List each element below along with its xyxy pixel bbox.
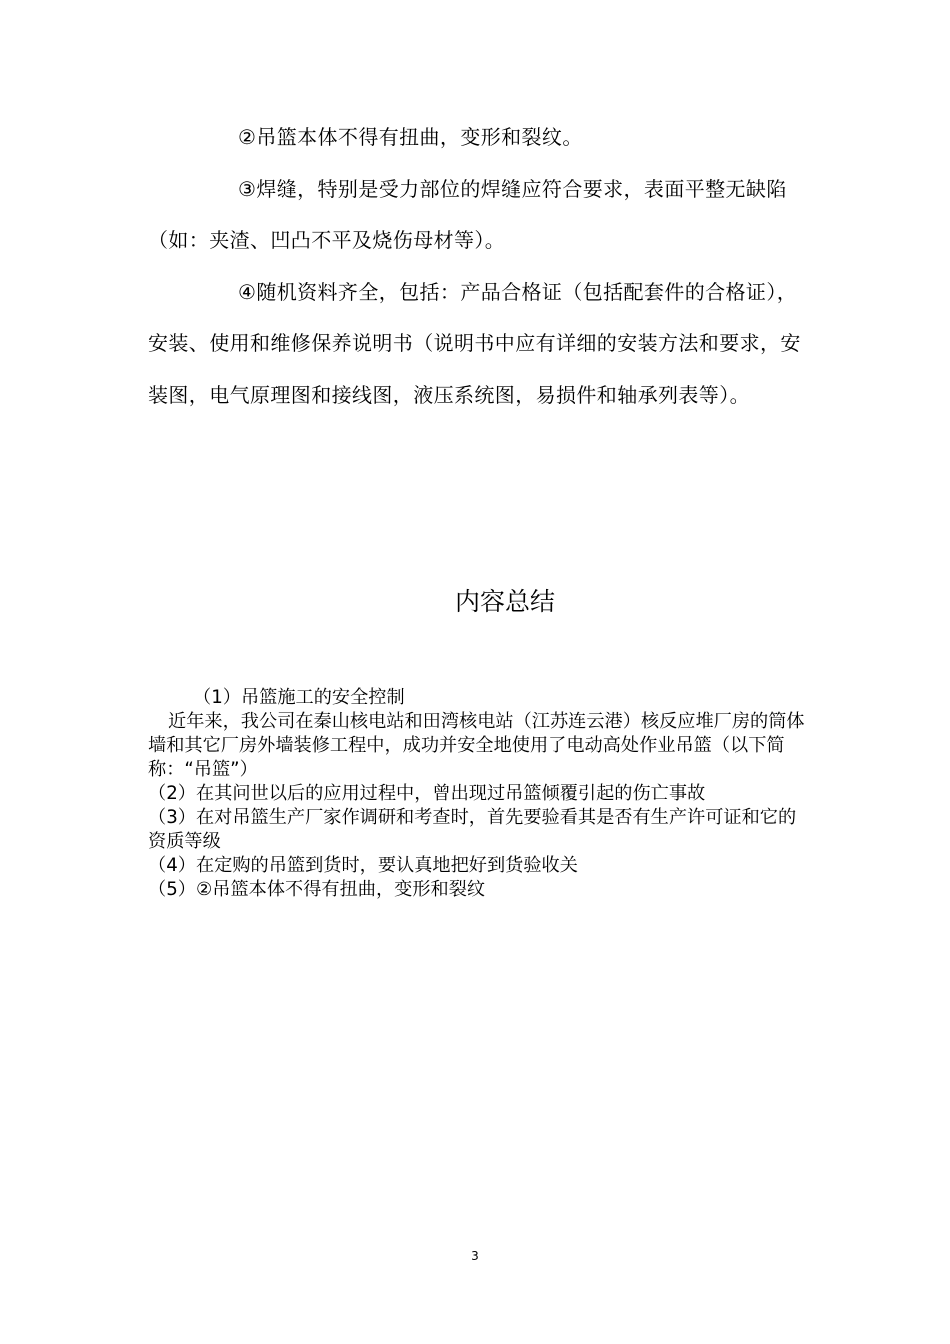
summary-item-3: （3）在对吊篮生产厂家作调研和考查时，首先要验看其是否有生产许可证和它的资质等级 — [148, 807, 797, 852]
summary-section — [148, 686, 808, 902]
summary-item-4: （4）在定购的吊篮到货时，要认真地把好到货验收关 — [148, 855, 578, 876]
paragraph-item-3: ③焊缝，特别是受力部位的焊缝应符合要求，表面平整无缺陷（如：夹渣、凹凸不平及烧伤母材等）。 — [148, 176, 787, 252]
body-text — [148, 112, 803, 421]
summary-item-2: （2）在其问世以后的应用过程中，曾出现过吊篮倾覆引起的伤亡事故 — [148, 783, 706, 804]
summary-title: 内容总结 — [454, 587, 555, 616]
paragraph-item-4: ④随机资料齐全，包括：产品合格证（包括配套件的合格证），安装、使用和维修保养说明书（说明书中应有详细的安装方法和要求，安装图，电气原理图和接线图，液压系统图，易损件和轴承列表等）。 — [148, 279, 801, 407]
summary-item-5: （5）②吊篮本体不得有扭曲，变形和裂纹 — [148, 879, 486, 900]
page-number: 3 — [471, 1249, 479, 1263]
paragraph-item-2: ②吊篮本体不得有扭曲，变形和裂纹。 — [238, 125, 583, 149]
summary-item-1: （1）吊篮施工的安全控制 — [193, 687, 405, 708]
summary-intro: 近年来，我公司在秦山核电站和田湾核电站（江苏连云港）核反应堆厂房的筒体墙和其它厂房外墙装修工程中，成功并安全地使用了电动高处作业吊篮（以下简称：“吊篮”） — [148, 711, 805, 780]
